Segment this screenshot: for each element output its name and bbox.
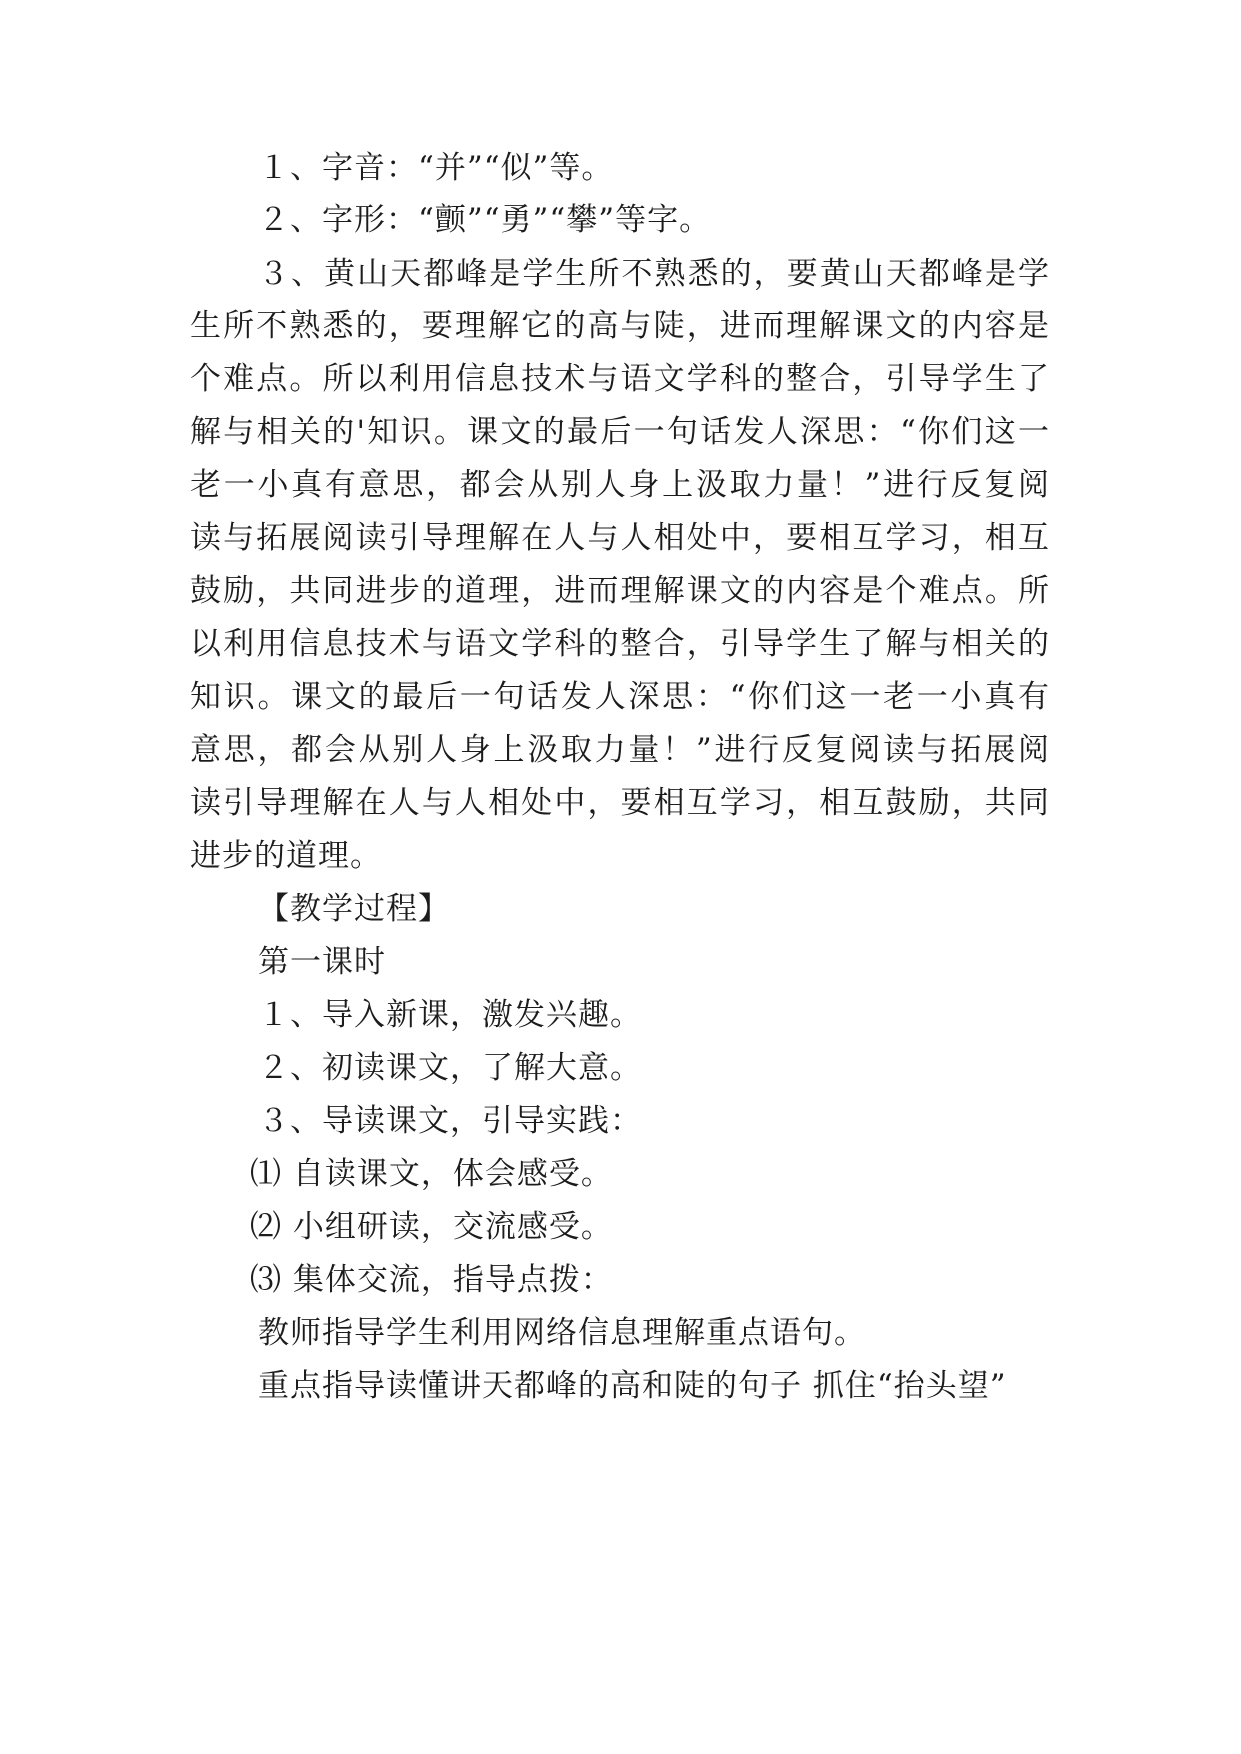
difficulty-paragraph-line-11: 读引导理解在人与人相处中，要相互学习，相互鼓励，共同 <box>190 785 1050 821</box>
teaching-process-heading: 【教学过程】 <box>258 891 450 927</box>
difficulty-paragraph-line-7: 鼓励，共同进步的道理，进而理解课文的内容是个难点。所 <box>190 573 1050 609</box>
difficulty-paragraph-line-9: 知识。课文的最后一句话发人深思：“你们这一老一小真有 <box>190 679 1050 715</box>
substep-self-reading: ⑴ 自读课文，体会感受。 <box>250 1156 613 1192</box>
difficulty-paragraph-line-4: 解与相关的'知识。课文的最后一句话发人深思：“你们这一 <box>190 414 1050 450</box>
step-guided-reading: ３、导读课文，引导实践： <box>258 1103 642 1139</box>
difficulty-paragraph-line-8: 以利用信息技术与语文学科的整合，引导学生了解与相关的 <box>190 626 1050 662</box>
substep-class-exchange: ⑶ 集体交流，指导点拨： <box>250 1262 613 1298</box>
difficulty-paragraph-line-1: ３、黄山天都峰是学生所不熟悉的，要黄山天都峰是学 <box>258 256 1050 292</box>
difficulty-paragraph-line-3: 个难点。所以利用信息技术与语文学科的整合，引导学生了 <box>190 361 1050 397</box>
teacher-guidance-line: 教师指导学生利用网络信息理解重点语句。 <box>258 1315 866 1351</box>
difficulty-paragraph-line-10: 意思，都会从别人身上汲取力量！”进行反复阅读与拓展阅 <box>190 732 1050 768</box>
step-first-reading: ２、初读课文，了解大意。 <box>258 1050 642 1086</box>
key-sentence-guidance-line: 重点指导读懂讲天都峰的高和陡的句子 抓住“抬头望” <box>258 1368 1007 1404</box>
character-form-item: ２、字形：“颤”“勇”“攀”等字。 <box>258 202 712 238</box>
substep-group-study: ⑵ 小组研读，交流感受。 <box>250 1209 613 1245</box>
difficulty-paragraph-line-5: 老一小真有意思，都会从别人身上汲取力量！”进行反复阅 <box>190 467 1050 503</box>
difficulty-paragraph-line-6: 读与拓展阅读引导理解在人与人相处中，要相互学习，相互 <box>190 520 1050 556</box>
pronunciation-item: １、字音：“并”“似”等。 <box>258 150 614 186</box>
difficulty-paragraph-line-12: 进步的道理。 <box>190 838 382 874</box>
first-lesson-heading: 第一课时 <box>258 944 386 980</box>
step-introduce-new-lesson: １、导入新课，激发兴趣。 <box>258 997 642 1033</box>
difficulty-paragraph-line-2: 生所不熟悉的，要理解它的高与陡，进而理解课文的内容是 <box>190 308 1050 344</box>
